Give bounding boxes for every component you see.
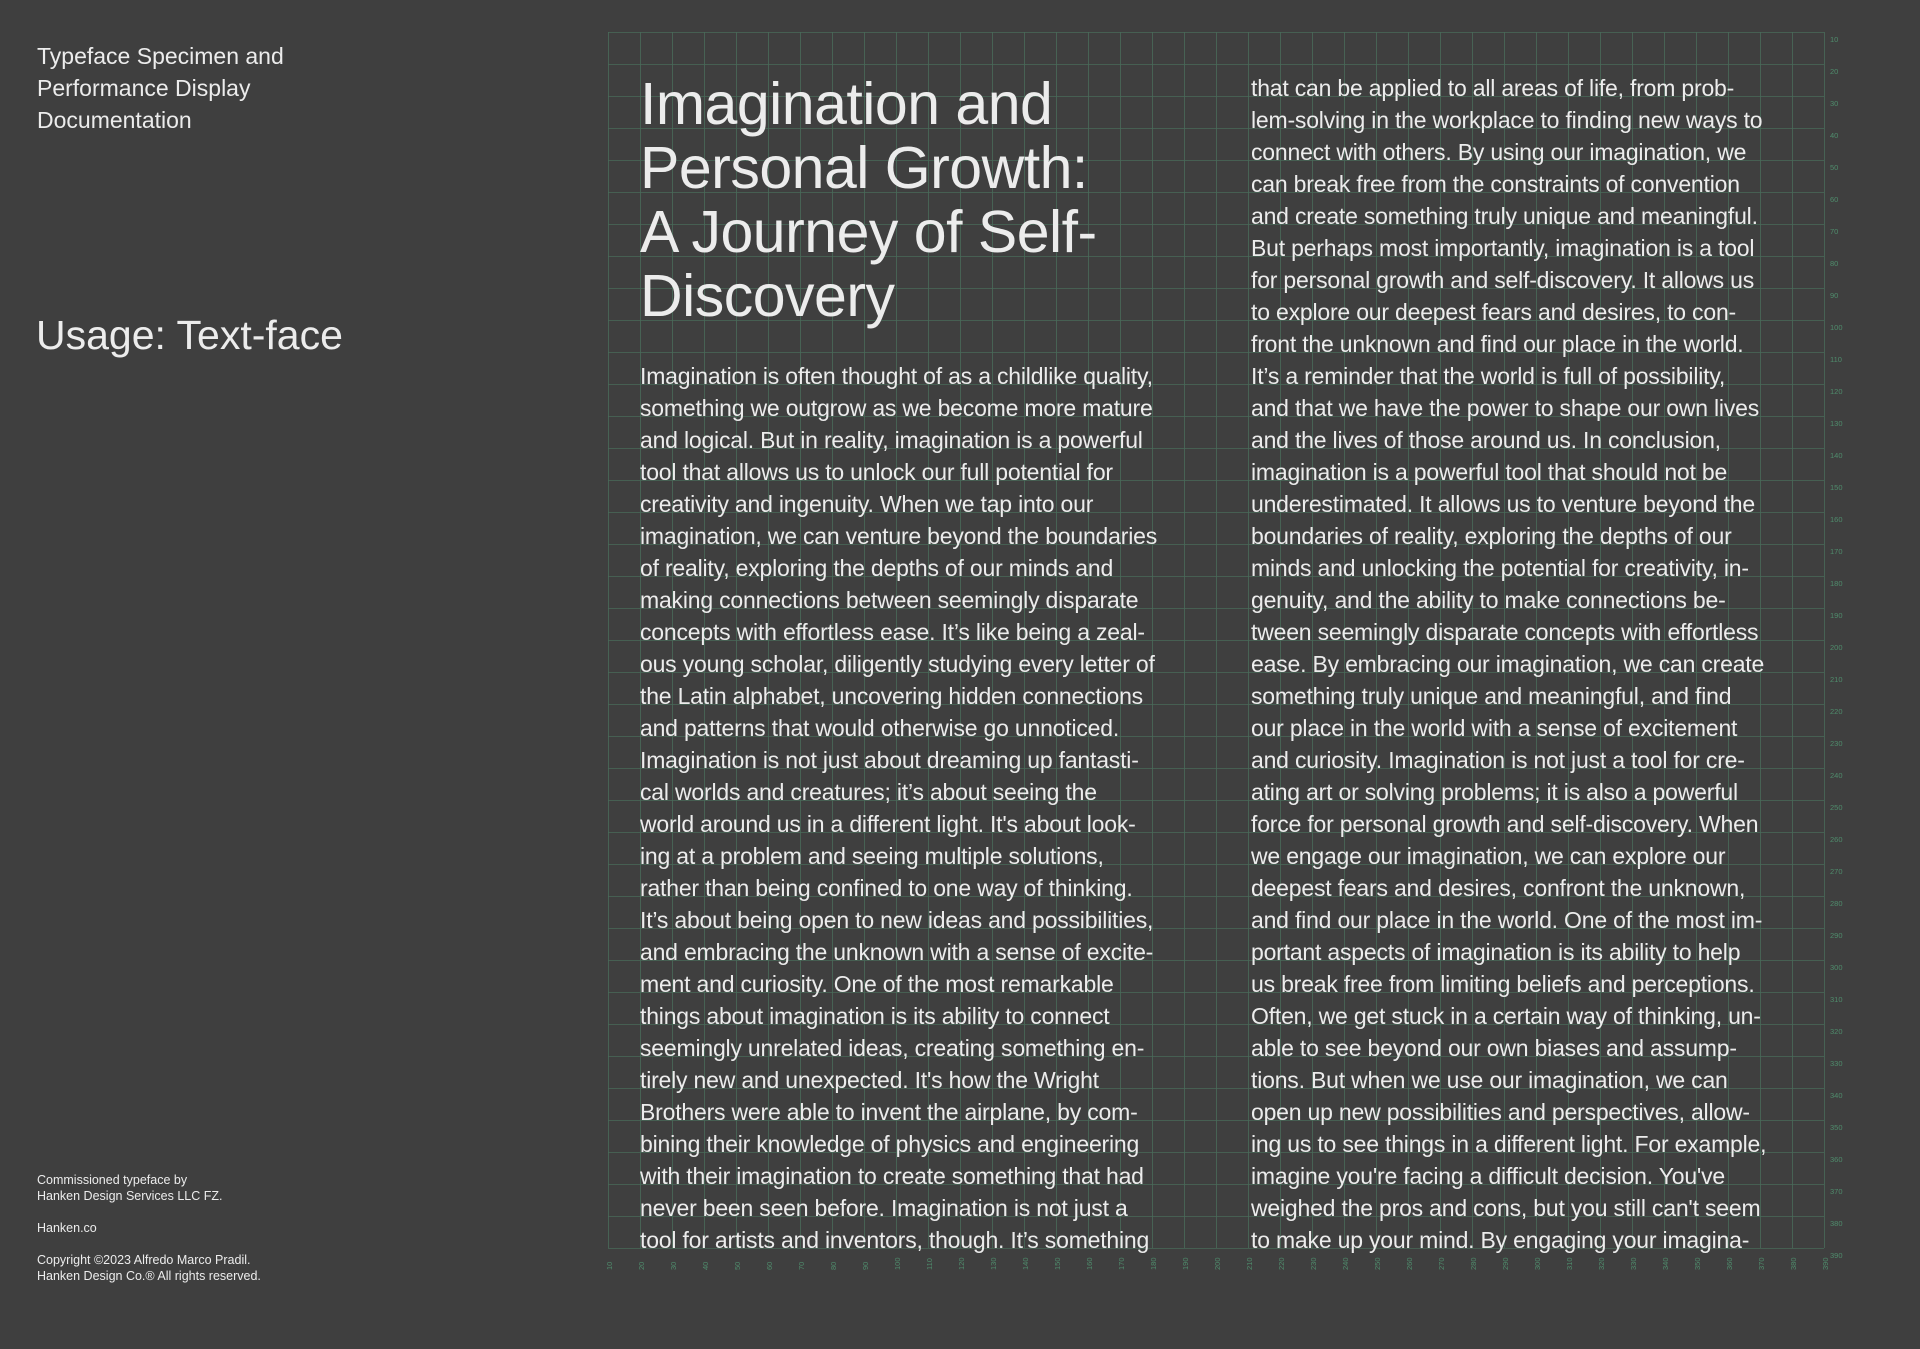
body-line: deepest fears and desires, confront the unknown, xyxy=(1251,875,1746,901)
grid-label-bottom: 310 xyxy=(1565,1257,1574,1270)
body-line: and that we have the power to shape our own lives xyxy=(1251,395,1760,421)
article-left-column xyxy=(640,72,1220,1256)
body-line: But perhaps most importantly, imagination is a tool xyxy=(1251,235,1755,261)
grid-label-right: 40 xyxy=(1830,131,1839,140)
body-line: ous young scholar, diligently studying every letter of xyxy=(640,651,1155,677)
grid-label-right: 70 xyxy=(1830,227,1839,236)
grid-label-bottom: 200 xyxy=(1213,1257,1222,1270)
grid-label-bottom: 140 xyxy=(1021,1257,1030,1270)
body-line: and patterns that would otherwise go unnoticed. xyxy=(640,715,1120,741)
body-line: we engage our imagination, we can explore our xyxy=(1251,843,1726,869)
grid-label-right: 330 xyxy=(1830,1059,1843,1068)
body-line: ing at a problem and seeing multiple solutions, xyxy=(640,843,1104,869)
copyright-line: Copyright ©2023 Alfredo Marco Pradil. xyxy=(37,1253,251,1267)
grid-label-right: 290 xyxy=(1830,931,1843,940)
copyright-note xyxy=(37,1252,337,1284)
specimen-heading xyxy=(37,40,377,136)
body-line: able to see beyond our own biases and assump- xyxy=(1251,1035,1737,1061)
grid-label-right: 370 xyxy=(1830,1187,1843,1196)
body-line: It’s a reminder that the world is full of possibility, xyxy=(1251,363,1726,389)
body-line: never been seen before. Imagination is not just a xyxy=(640,1195,1128,1221)
body-line: portant aspects of imagination is its ability to help xyxy=(1251,939,1741,965)
grid-label-right: 320 xyxy=(1830,1027,1843,1036)
usage-title: Usage: Text-face xyxy=(36,312,343,358)
grid-label-right: 220 xyxy=(1830,707,1843,716)
body-line: and logical. But in reality, imagination is a powerful xyxy=(640,427,1143,453)
grid-label-bottom: 190 xyxy=(1181,1257,1190,1270)
grid-label-right: 30 xyxy=(1830,99,1839,108)
grid-label-bottom: 390 xyxy=(1821,1257,1830,1270)
body-line: and curiosity. Imagination is not just a tool for cre- xyxy=(1251,747,1745,773)
grid-label-right: 340 xyxy=(1830,1091,1843,1100)
grid-label-right: 130 xyxy=(1830,419,1843,428)
body-line: and the lives of those around us. In conclusion, xyxy=(1251,427,1721,453)
grid-label-bottom: 360 xyxy=(1725,1257,1734,1270)
grid-label-bottom: 30 xyxy=(669,1261,678,1270)
body-line: tions. But when we use our imagination, we can xyxy=(1251,1067,1728,1093)
commission-line: Commissioned typeface by xyxy=(37,1173,188,1187)
body-line: Brothers were able to invent the airplane, by com- xyxy=(640,1099,1138,1125)
body-line: tirely new and unexpected. It's how the Wright xyxy=(640,1067,1099,1093)
grid-label-right: 200 xyxy=(1830,643,1843,652)
body-line: us break free from limiting beliefs and perceptions. xyxy=(1251,971,1755,997)
grid-label-right: 160 xyxy=(1830,515,1843,524)
copyright-line: Hanken Design Co.® All rights reserved. xyxy=(37,1269,261,1283)
body-line: connect with others. By using our imagination, we xyxy=(1251,139,1747,165)
body-line: tween seemingly disparate concepts with effortless xyxy=(1251,619,1759,645)
title-line: Imagination and xyxy=(640,71,1053,137)
body-line: lem-solving in the workplace to finding new ways to xyxy=(1251,107,1763,133)
body-line: imagine you're facing a difficult decision. You've xyxy=(1251,1163,1725,1189)
heading-line: Typeface Specimen and xyxy=(37,43,284,69)
grid-label-right: 380 xyxy=(1830,1219,1843,1228)
grid-label-right: 300 xyxy=(1830,963,1843,972)
title-line: Personal Growth: xyxy=(640,135,1088,201)
body-line: ment and curiosity. One of the most remarkable xyxy=(640,971,1114,997)
grid-label-right: 50 xyxy=(1830,163,1839,172)
grid-label-bottom: 100 xyxy=(893,1257,902,1270)
body-line: that can be applied to all areas of life, from prob- xyxy=(1251,75,1735,101)
commission-line: Hanken Design Services LLC FZ. xyxy=(37,1189,223,1203)
body-line: and create something truly unique and meaningful. xyxy=(1251,203,1758,229)
body-line: Imagination is not just about dreaming up fantasti- xyxy=(640,747,1139,773)
body-line: cal worlds and creatures; it’s about seeing the xyxy=(640,779,1097,805)
grid-label-bottom: 260 xyxy=(1405,1257,1414,1270)
body-line: seemingly unrelated ideas, creating something en- xyxy=(640,1035,1145,1061)
body-line: imagination is a powerful tool that should not be xyxy=(1251,459,1728,485)
grid-label-bottom: 150 xyxy=(1053,1257,1062,1270)
grid-label-bottom: 90 xyxy=(861,1261,870,1270)
grid-label-bottom: 20 xyxy=(637,1261,646,1270)
grid-label-bottom: 110 xyxy=(925,1258,934,1270)
body-line: tool for artists and inventors, though. It’s something xyxy=(640,1227,1150,1253)
body-line: weighed the pros and cons, but you still can't seem xyxy=(1251,1195,1761,1221)
website-link[interactable]: Hanken.co xyxy=(37,1221,97,1235)
body-line: front the unknown and find our place in the world. xyxy=(1251,331,1744,357)
grid-label-bottom: 380 xyxy=(1789,1257,1798,1270)
grid-label-right: 270 xyxy=(1830,867,1843,876)
body-line: bining their knowledge of physics and engineering xyxy=(640,1131,1140,1157)
grid-label-bottom: 370 xyxy=(1757,1257,1766,1270)
grid-label-right: 350 xyxy=(1830,1123,1843,1132)
credits-block xyxy=(37,1172,337,1300)
grid-label-bottom: 60 xyxy=(765,1261,774,1270)
body-line: Imagination is often thought of as a childlike quality, xyxy=(640,363,1153,389)
grid-label-bottom: 170 xyxy=(1117,1257,1126,1270)
body-line: with their imagination to create something that had xyxy=(640,1163,1144,1189)
grid-label-right: 80 xyxy=(1830,259,1839,268)
title-line: A Journey of Self- xyxy=(640,199,1097,265)
grid-label-right: 310 xyxy=(1830,995,1843,1004)
article-right-column xyxy=(1251,72,1831,1256)
body-line: and embracing the unknown with a sense of excite- xyxy=(640,939,1154,965)
grid-label-right: 190 xyxy=(1830,611,1843,620)
grid-label-right: 390 xyxy=(1830,1251,1843,1260)
grid-label-bottom: 250 xyxy=(1373,1257,1382,1270)
grid-label-bottom: 180 xyxy=(1149,1257,1158,1270)
grid-label-right: 20 xyxy=(1830,67,1839,76)
grid-label-bottom: 330 xyxy=(1629,1257,1638,1270)
body-line: and find our place in the world. One of the most im- xyxy=(1251,907,1763,933)
body-line: things about imagination is its ability to connect xyxy=(640,1003,1110,1029)
body-line: force for personal growth and self-discovery. When xyxy=(1251,811,1759,837)
grid-label-right: 230 xyxy=(1830,739,1843,748)
body-line: ating art or solving problems; it is also a powerful xyxy=(1251,779,1738,805)
grid-label-right: 210 xyxy=(1830,675,1843,684)
grid-label-bottom: 220 xyxy=(1277,1257,1286,1270)
grid-label-right: 90 xyxy=(1830,291,1839,300)
grid-label-bottom: 120 xyxy=(957,1257,966,1270)
grid-label-bottom: 350 xyxy=(1693,1257,1702,1270)
body-line: of reality, exploring the depths of our minds and xyxy=(640,555,1114,581)
body-line: world around us in a different light. It's about look- xyxy=(640,811,1136,837)
grid-label-bottom: 130 xyxy=(989,1257,998,1270)
grid-label-bottom: 50 xyxy=(733,1261,742,1270)
body-line: the Latin alphabet, uncovering hidden connections xyxy=(640,683,1143,709)
body-line: for personal growth and self-discovery. It allows us xyxy=(1251,267,1755,293)
grid-label-bottom: 230 xyxy=(1309,1257,1318,1270)
title-line: Discovery xyxy=(640,263,895,329)
body-line: something truly unique and meaningful, and find xyxy=(1251,683,1732,709)
body-line: concepts with effortless ease. It’s like being a zeal- xyxy=(640,619,1145,645)
grid-label-right: 120 xyxy=(1830,387,1843,396)
body-line: something we outgrow as we become more mature xyxy=(640,395,1153,421)
grid-label-bottom: 290 xyxy=(1501,1257,1510,1270)
grid-label-right: 240 xyxy=(1830,771,1843,780)
grid-label-bottom: 70 xyxy=(797,1261,806,1270)
grid-label-bottom: 300 xyxy=(1533,1257,1542,1270)
grid-label-bottom: 280 xyxy=(1469,1257,1478,1270)
body-line: genuity, and the ability to make connections be- xyxy=(1251,587,1726,613)
body-line: Often, we get stuck in a certain way of thinking, un- xyxy=(1251,1003,1761,1029)
body-line: to explore our deepest fears and desires, to con- xyxy=(1251,299,1736,325)
body-text-left xyxy=(640,360,1220,1256)
grid-label-right: 100 xyxy=(1830,323,1843,332)
grid-label-bottom: 10 xyxy=(605,1261,614,1270)
grid-label-bottom: 40 xyxy=(701,1261,710,1270)
grid-label-right: 10 xyxy=(1830,35,1839,44)
grid-label-right: 110 xyxy=(1830,355,1842,364)
grid-label-right: 280 xyxy=(1830,899,1843,908)
body-line: creativity and ingenuity. When we tap into our xyxy=(640,491,1094,517)
body-text-right xyxy=(1251,72,1831,1256)
grid-label-right: 250 xyxy=(1830,803,1843,812)
body-line: open up new possibilities and perspectives, allow- xyxy=(1251,1099,1750,1125)
heading-line: Documentation xyxy=(37,107,192,133)
grid-label-bottom: 240 xyxy=(1341,1257,1350,1270)
grid-label-bottom: 320 xyxy=(1597,1257,1606,1270)
grid-label-bottom: 80 xyxy=(829,1261,838,1270)
body-line: can break free from the constraints of convention xyxy=(1251,171,1740,197)
grid-label-bottom: 160 xyxy=(1085,1257,1094,1270)
body-line: boundaries of reality, exploring the depths of our xyxy=(1251,523,1732,549)
commission-note xyxy=(37,1172,337,1204)
grid-label-right: 60 xyxy=(1830,195,1839,204)
body-line: It’s about being open to new ideas and possibilities, xyxy=(640,907,1154,933)
grid-label-right: 140 xyxy=(1830,451,1843,460)
article-title xyxy=(640,72,1220,328)
grid-label-right: 360 xyxy=(1830,1155,1843,1164)
body-line: minds and unlocking the potential for creativity, in- xyxy=(1251,555,1749,581)
heading-line: Performance Display xyxy=(37,75,251,101)
body-line: making connections between seemingly disparate xyxy=(640,587,1139,613)
grid-label-right: 170 xyxy=(1830,547,1843,556)
body-line: to make up your mind. By engaging your imagina- xyxy=(1251,1227,1750,1253)
grid-label-right: 180 xyxy=(1830,579,1843,588)
body-line: underestimated. It allows us to venture beyond the xyxy=(1251,491,1755,517)
body-line: imagination, we can venture beyond the boundaries xyxy=(640,523,1157,549)
grid-label-right: 260 xyxy=(1830,835,1843,844)
body-line: our place in the world with a sense of excitement xyxy=(1251,715,1738,741)
grid-label-bottom: 340 xyxy=(1661,1257,1670,1270)
body-line: tool that allows us to unlock our full potential for xyxy=(640,459,1113,485)
body-line: rather than being confined to one way of thinking. xyxy=(640,875,1133,901)
grid-label-bottom: 270 xyxy=(1437,1257,1446,1270)
body-line: ing us to see things in a different light. For example, xyxy=(1251,1131,1767,1157)
body-line: ease. By embracing our imagination, we can create xyxy=(1251,651,1765,677)
grid-label-bottom: 210 xyxy=(1245,1257,1254,1270)
grid-label-right: 150 xyxy=(1830,483,1843,492)
